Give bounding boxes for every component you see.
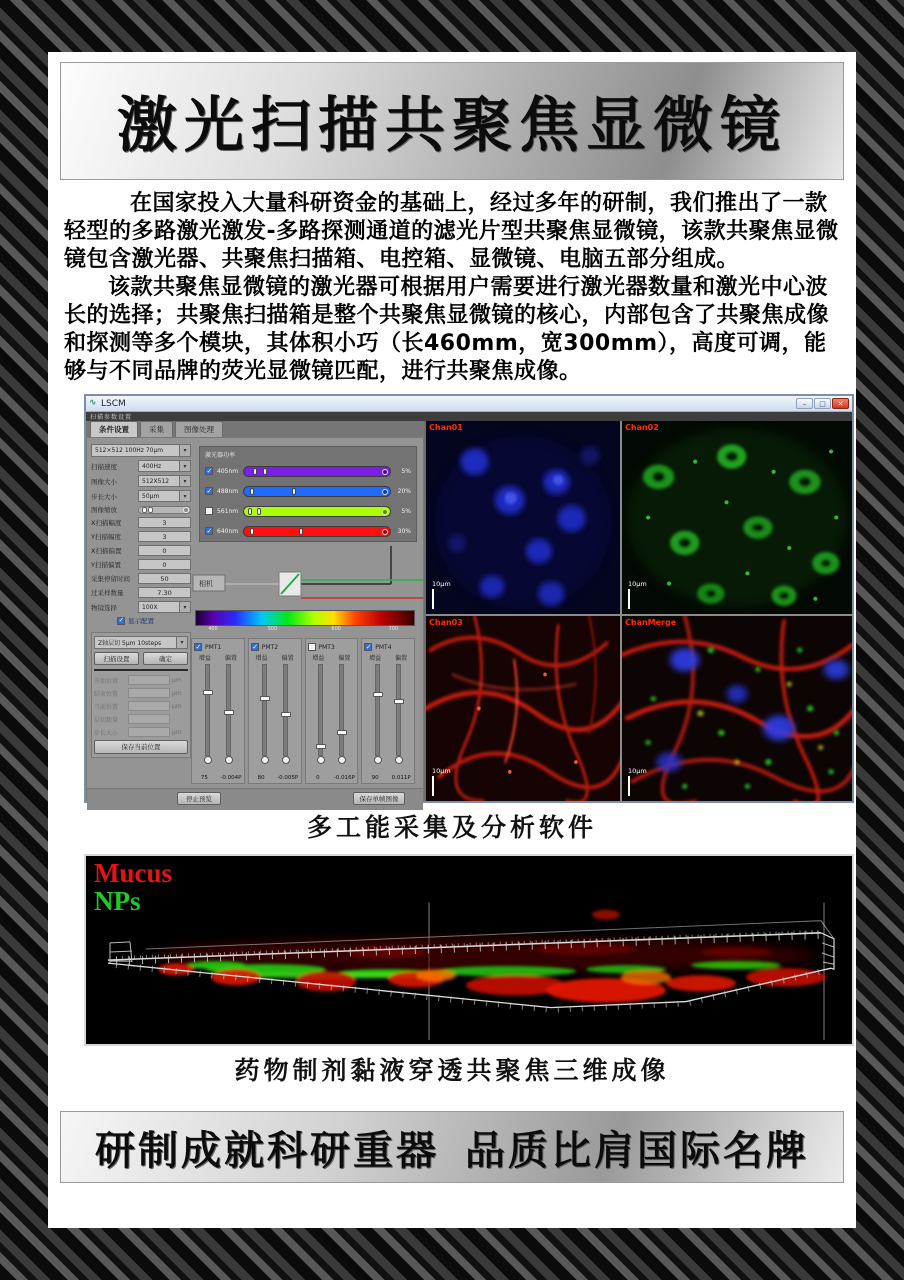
pmt2-gain-slider[interactable] xyxy=(262,664,267,756)
laser-561-power-slider[interactable] xyxy=(243,506,391,517)
spectrum-tick: 400 xyxy=(208,626,218,632)
3d-caption: 药物制剂黏液穿透共聚焦三维成像 xyxy=(234,1056,670,1085)
nps-label: NPs xyxy=(94,886,141,916)
chevron-down-icon: ▾ xyxy=(179,461,190,471)
control-panel xyxy=(86,421,426,801)
laser-488-power-slider[interactable] xyxy=(243,486,391,497)
laser-405-power-value: 5% xyxy=(401,467,411,475)
image-size-select[interactable]: 512X512 ▾ xyxy=(138,475,191,487)
pmt4-gain-value: 90 xyxy=(371,775,379,781)
pmt3-offset-value: -0.016P xyxy=(333,775,355,781)
fluorescence-image-blue xyxy=(426,421,620,614)
laser-640-power-slider[interactable] xyxy=(243,526,391,537)
scan-speed-select[interactable]: 400Hz ▾ xyxy=(138,460,191,472)
laser-row: ✓ 405nm 5% xyxy=(205,461,411,481)
channel-label: Chan01 xyxy=(429,423,463,432)
panel-caption: 扫描参数设置 xyxy=(90,414,133,421)
laser-488-power-value: 20% xyxy=(397,487,411,495)
tab-acquire[interactable]: 采集 xyxy=(140,421,173,437)
channel-image-merge[interactable] xyxy=(622,616,852,801)
chevron-down-icon: ▾ xyxy=(176,637,187,648)
pmt1-gain-value: 75 xyxy=(200,775,208,781)
objective-select[interactable]: 100X ▾ xyxy=(138,601,191,613)
pmt1-offset-slider[interactable] xyxy=(226,664,231,756)
y-offset-input[interactable]: 0 xyxy=(138,559,191,570)
laser-640-power-value: 30% xyxy=(397,527,411,535)
window-title: LSCM xyxy=(101,398,126,409)
tab-scan-settings[interactable]: 条件设置 xyxy=(90,421,138,437)
minimize-button-icon[interactable]: – xyxy=(796,398,813,409)
x-amplitude-input[interactable]: 3 xyxy=(138,517,191,528)
dwell-time-input[interactable]: 50 xyxy=(138,573,191,584)
chevron-down-icon: ▾ xyxy=(179,491,190,501)
chevron-down-icon: ▾ xyxy=(179,476,190,486)
x-offset-input[interactable]: 0 xyxy=(138,545,191,556)
pmt4-offset-slider[interactable] xyxy=(396,664,401,756)
spectrum-tick: 600 xyxy=(331,626,341,632)
slice-count-input[interactable] xyxy=(128,714,170,724)
zstack-preset-select[interactable]: Z轴层切 5μm 10steps ▾ xyxy=(94,636,188,649)
chevron-down-icon: ▾ xyxy=(179,602,190,612)
spectrum-display xyxy=(195,610,415,634)
camera-box-label: 相机 xyxy=(199,580,213,588)
pmt-panel: PMT3 增益 偏置 0 -0.016P xyxy=(305,638,359,784)
show-config-checkbox[interactable] xyxy=(117,617,125,625)
confocal-3d-figure xyxy=(84,854,854,1046)
laser-row: ✓ 488nm 20% xyxy=(205,481,411,501)
channel-image-chan02[interactable] xyxy=(622,421,852,614)
paragraph-1: 在国家投入大量科研资金的基础上，经过多年的研制，我们推出了一款轻型的多路激光激发-多路探测通道的滤光片型共聚焦显微镜，该款共聚焦显微镜包含激光器、共聚焦扫描箱、电控箱、显微镜、电脑五部分组成。 xyxy=(64,191,839,272)
scale-bar: 10μm xyxy=(628,767,647,795)
bottom-button-strip xyxy=(87,788,423,810)
footer-slogan-left: 研制成就科研重器 xyxy=(95,1127,439,1174)
image-zoom-slider[interactable] xyxy=(138,506,191,514)
scan-preset-select[interactable]: 512×512 100Hz 70μm ▾ xyxy=(91,444,191,457)
pmt-panels xyxy=(191,638,415,784)
channel-label: Chan02 xyxy=(625,423,659,432)
software-caption: 多工能采集及分析软件 xyxy=(306,813,597,842)
start-position-input[interactable] xyxy=(128,675,170,685)
spectrum-gradient-bar[interactable] xyxy=(195,610,415,626)
channel-image-grid xyxy=(426,421,852,801)
zstack-setting-button[interactable]: 扫描设置 xyxy=(94,652,139,665)
pmt-panel: ✓ PMT1 增益 偏置 75 -0.004P xyxy=(191,638,245,784)
laser-561-checkbox[interactable] xyxy=(205,507,213,515)
chevron-down-icon: ▾ xyxy=(179,445,190,456)
scan-settings-column: 512×512 100Hz 70μm ▾ 扫描速度 400Hz ▾ 图像大小 512X512 ▾ 步长大小 50μm ▾ 图像缩放 X扫描幅度 3 Y扫描幅度 3 X扫描偏置 0 Y扫描偏置 0 采集停留时间 50 过采样数量 7.30 物镜选择 100X ▾ ✓ 显示配置 Z轴层切 5μm 10steps ▾ 扫描设置 确定 开始位置 μm 结束位置 μm 当前位置 μm 层切数量 步长大小 μm 保存当前位置 xyxy=(91,444,191,758)
spectrum-tick: 700 xyxy=(388,626,399,632)
step-size-select[interactable]: 50μm ▾ xyxy=(138,490,191,502)
poster-page xyxy=(48,52,856,1228)
stop-preview-button[interactable]: 停止预览 xyxy=(177,792,221,805)
laser-561-power-value: 5% xyxy=(401,507,411,515)
footer-slogan-right: 品质比肩国际名牌 xyxy=(465,1127,809,1174)
pmt2-gain-value: 80 xyxy=(257,775,265,781)
tab-image-processing[interactable]: 图像处理 xyxy=(175,421,223,437)
divider xyxy=(94,669,188,671)
channel-label: Chan03 xyxy=(429,618,463,627)
fluorescence-image-red xyxy=(426,616,620,801)
window-titlebar[interactable] xyxy=(86,396,852,412)
intro-text xyxy=(64,190,840,386)
zstack-ok-button[interactable]: 确定 xyxy=(143,652,188,665)
channel-image-chan03[interactable] xyxy=(426,616,620,801)
end-position-input[interactable] xyxy=(128,688,170,698)
title-banner xyxy=(60,62,844,180)
close-button-icon[interactable]: ✕ xyxy=(832,398,849,409)
channel-label: ChanMerge xyxy=(625,618,677,627)
fluorescence-image-green xyxy=(622,421,852,614)
mucus-label: Mucus xyxy=(94,858,173,888)
fluorescence-image-merge xyxy=(622,616,852,801)
laser-405-power-slider[interactable] xyxy=(243,466,391,477)
light-path-diagram xyxy=(191,546,423,608)
pmt3-checkbox[interactable] xyxy=(308,643,316,651)
save-position-button[interactable]: 保存当前位置 xyxy=(94,740,188,754)
laser-power-group xyxy=(199,446,417,542)
pmt4-gain-slider[interactable] xyxy=(375,664,380,756)
scale-bar: 10μm xyxy=(628,580,647,608)
footer-banner xyxy=(60,1111,844,1183)
pmt3-gain-value: 0 xyxy=(316,775,320,781)
laser-488-checkbox[interactable] xyxy=(205,487,213,495)
pmt2-checkbox[interactable] xyxy=(251,643,259,651)
poster-title: 激光扫描共聚焦显微镜 xyxy=(117,91,787,161)
pmt1-gain-slider[interactable] xyxy=(205,664,210,756)
scale-bar: 10μm xyxy=(432,767,451,795)
save-frame-button[interactable]: 保存单帧图像 xyxy=(353,792,405,805)
oversample-input[interactable]: 7.30 xyxy=(138,587,191,598)
laser-group-title: 激光器功率 xyxy=(205,452,236,459)
y-amplitude-input[interactable]: 3 xyxy=(138,531,191,542)
pmt1-checkbox[interactable] xyxy=(194,643,202,651)
pmt2-offset-slider[interactable] xyxy=(283,664,288,756)
pmt4-offset-value: 0.011P xyxy=(391,775,411,781)
pmt-panel: ✓ PMT4 增益 偏置 90 0.011P xyxy=(361,638,415,784)
scale-bar: 10μm xyxy=(432,580,451,608)
tab-strip xyxy=(86,421,424,437)
pmt3-gain-slider[interactable] xyxy=(318,664,323,756)
laser-640-checkbox[interactable] xyxy=(205,527,213,535)
z-step-input[interactable] xyxy=(128,727,170,737)
zstack-panel: Z轴层切 5μm 10steps ▾ 扫描设置 确定 开始位置 μm 结束位置 μm 当前位置 μm 层切数量 步长大小 μm 保存当前位置 xyxy=(91,632,191,758)
pmt3-offset-slider[interactable] xyxy=(339,664,344,756)
lscm-window xyxy=(84,394,854,803)
pmt4-checkbox[interactable] xyxy=(364,643,372,651)
laser-405-checkbox[interactable] xyxy=(205,467,213,475)
laser-row: ✓ 640nm 30% xyxy=(205,521,411,541)
spectrum-tick: 500 xyxy=(267,626,278,632)
maximize-button-icon[interactable]: □ xyxy=(814,398,831,409)
pmt2-offset-value: -0.005P xyxy=(277,775,299,781)
confocal-3d-render xyxy=(86,856,852,1044)
pmt-panel: ✓ PMT2 增益 偏置 80 -0.005P xyxy=(248,638,302,784)
channel-image-chan01[interactable] xyxy=(426,421,620,614)
current-position-input[interactable] xyxy=(128,701,170,711)
panel-caption-strip xyxy=(86,412,852,421)
app-icon: ∿ xyxy=(89,398,97,408)
pmt1-offset-value: -0.004P xyxy=(220,775,242,781)
paragraph-2: 该款共聚焦显微镜的激光器可根据用户需要进行激光器数量和激光中心波长的选择；共聚焦扫描箱是整个共聚焦显微镜的核心，内部包含了共聚焦成像和探测等多个模块，其体积小巧（长460mm，宽300mm），高度可调，能够与不同品牌的荧光显微镜匹配，进行共聚焦成像。 xyxy=(64,275,830,384)
laser-row: 561nm 5% xyxy=(205,501,411,521)
